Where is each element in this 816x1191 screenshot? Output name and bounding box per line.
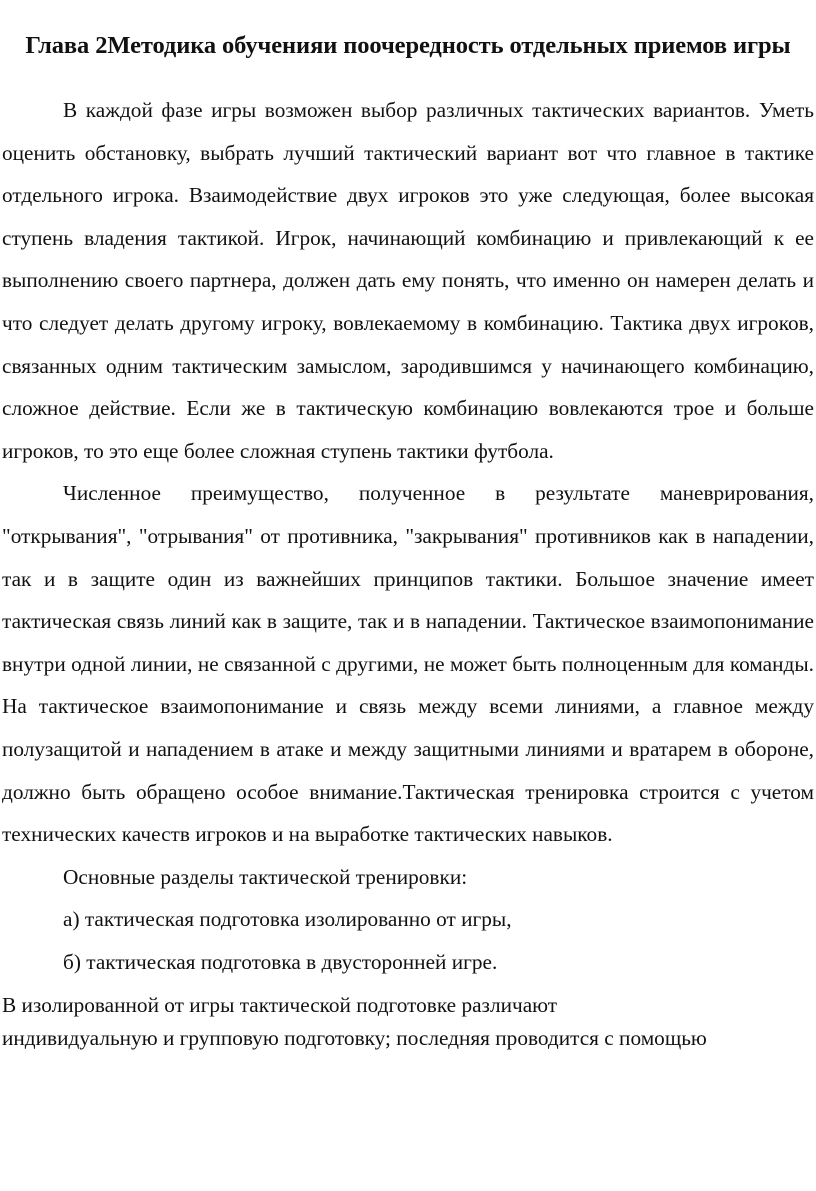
closing-line-2: индивидуальную и групповую подготовку; последняя проводится с помощью <box>2 1026 707 1051</box>
closing-paragraph <box>2 989 814 1055</box>
paragraph-numerical-advantage: Численное преимущество, полученное в результате маневрирования, "открывания", "отрывания" от противника, "закрывания" противников как в нападении, так и в защите один из важнейших принципов тактики. Большое значение имеет тактическая связь линий как в защите, так и в нападении. Тактическое взаимопонимание внутри одной линии, не связанной с другими, не может быть полноценным для команды. На тактическое взаимопонимание и связь между всеми линиями, а главное между полузащитой и нападением в атаке и между защитными линиями и вратарем в обороне, должно быть обращено особое внимание.Тактическая тренировка строится с учетом технических качеств игроков и на выработке тактических навыков. <box>2 481 814 847</box>
document-body <box>2 89 814 983</box>
paragraph-tactics-variants: В каждой фазе игры возможен выбор различных тактических вариантов. Уметь оценить обстановку, выбрать лучший тактический вариант вот что главное в тактике отдельного игрока. Взаимодействие двух игроков это уже следующая, более высокая ступень владения тактикой. Игрок, начинающий комбинацию и привлекающий к ее выполнению своего партнера, должен дать ему понять, что именно он намерен делать и что следует делать другому игроку, вовлекаемому в комбинацию. Тактика двух игроков, связанных одним тактическим замыслом, зародившимся у начинающего комбинацию, сложное действие. Если же в тактическую комбинацию вовлекаются трое и больше игроков, то это еще более сложная ступень тактики футбола. <box>2 98 814 463</box>
list-intro: Основные разделы тактической тренировки: <box>63 864 468 889</box>
list-item-a: а) тактическая подготовка изолированно от игры, <box>63 907 512 932</box>
chapter-title: Глава 2Методика обученияи поочередность отдельных приемов игры <box>25 32 791 59</box>
closing-line-1: В изолированной от игры тактической подготовке различают <box>2 993 558 1018</box>
list-item-b: б) тактическая подготовка в двусторонней игре. <box>63 949 498 974</box>
